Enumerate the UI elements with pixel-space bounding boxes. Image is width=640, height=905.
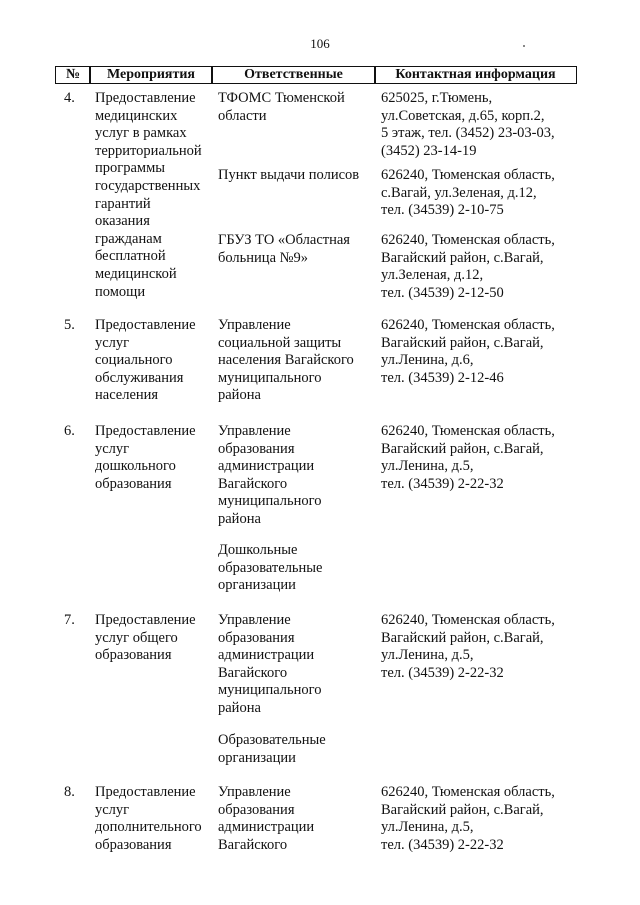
row-responsible: Образовательные организации (218, 732, 326, 766)
header-responsible: Ответственные (244, 67, 343, 82)
row-contact: 626240, Тюменская область, Вагайский район, с.Вагай, ул.Ленина, д.6, тел. (34539) 2-12-46 (381, 317, 555, 386)
speck-dot (523, 45, 525, 47)
row-contact: 626240, Тюменская область, с.Вагай, ул.Зеленая, д.12, тел. (34539) 2-10-75 (381, 167, 555, 219)
row-event: Предоставление услуг дошкольного образования (95, 423, 196, 492)
row-contact: 626240, Тюменская область, Вагайский район, с.Вагай, ул.Ленина, д.5, тел. (34539) 2-22-32 (381, 612, 555, 681)
header-number: № (65, 67, 81, 82)
row-event: Предоставление услуг дополнительного образования (95, 784, 202, 853)
row-responsible: Управление социальной защиты населения Вагайского муниципального района (218, 317, 354, 404)
row-event: Предоставление услуг общего образования (95, 612, 196, 664)
row-number: 6. (64, 423, 75, 439)
row-responsible: Дошкольные образовательные организации (218, 542, 323, 594)
row-responsible: Управление образования администрации Вагайского муниципального района (218, 612, 322, 716)
row-responsible: Пункт выдачи полисов (218, 167, 360, 183)
row-number: 8. (64, 784, 75, 800)
row-number: 5. (64, 317, 75, 333)
row-contact: 626240, Тюменская область, Вагайский район, с.Вагай, ул.Ленина, д.5, тел. (34539) 2-22-32 (381, 423, 555, 492)
row-contact: 625025, г.Тюмень, ул.Советская, д.65, корп.2, 5 этаж, тел. (3452) 23-03-03, (3452) 23-14-19 (381, 90, 555, 159)
header-events: Мероприятия (106, 67, 196, 82)
page-number: 106 (310, 36, 330, 51)
row-responsible: Управление образования администрации Вагайского муниципального района (218, 423, 322, 527)
header-contacts: Контактная информация (395, 67, 556, 82)
row-event: Предоставление услуг социального обслуживания населения (95, 317, 196, 404)
row-responsible: Управление образования администрации Вагайского (218, 784, 315, 853)
row-number: 7. (64, 612, 75, 628)
row-contact: 626240, Тюменская область, Вагайский район, с.Вагай, ул.Ленина, д.5, тел. (34539) 2-22-32 (381, 784, 555, 853)
row-number: 4. (64, 90, 75, 106)
row-contact: 626240, Тюменская область, Вагайский район, с.Вагай, ул.Зеленая, д.12, тел. (34539) 2-12-50 (381, 232, 555, 301)
row-responsible: ГБУЗ ТО «Областная больница №9» (218, 232, 350, 266)
row-event: Предоставление медицинских услуг в рамках территориальной программы государственных гарантий оказания гражданам бесплатной медицинской помощи (95, 90, 202, 300)
row-responsible: ТФОМС Тюменской области (218, 90, 345, 124)
